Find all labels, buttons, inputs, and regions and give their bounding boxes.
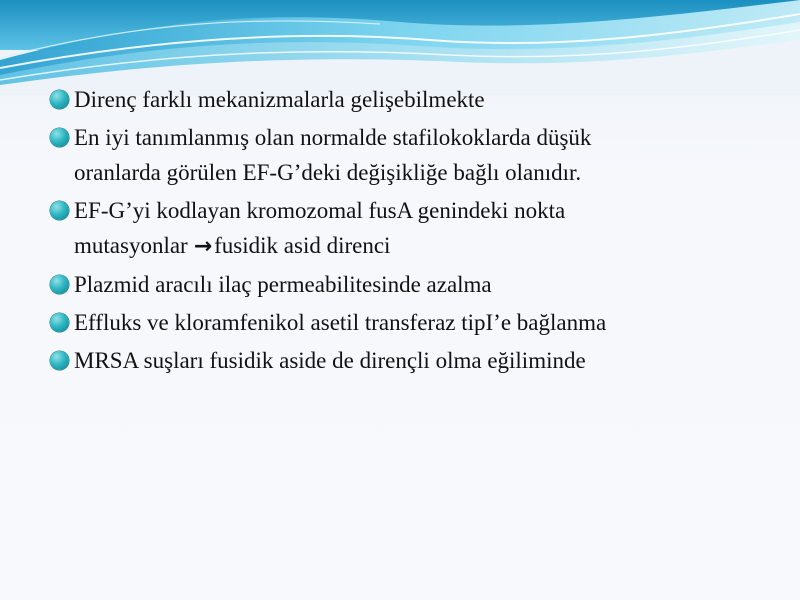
- bullet-list: [48, 82, 768, 381]
- bullet-text-continuation: oranlarda görülen EF-G’deki değişikliğe bağlı olanıdır.: [74, 160, 582, 185]
- bullet-item: [48, 193, 768, 264]
- bullet-icon: [50, 275, 69, 294]
- bullet-icon: [50, 201, 69, 220]
- wave-header-decoration: [0, 0, 800, 95]
- right-arrow-icon: →: [193, 234, 213, 259]
- bullet-icon: [50, 313, 69, 332]
- bullet-text: EF-G’yi kodlayan kromozomal fusA genindeki nokta: [74, 198, 566, 223]
- bullet-text: Plazmid aracılı ilaç permeabilitesinde azalma: [74, 272, 492, 297]
- bullet-icon: [50, 128, 69, 147]
- bullet-item: [48, 267, 768, 302]
- bullet-text: MRSA suşları fusidik aside de dirençli olma eğiliminde: [74, 348, 586, 373]
- bullet-item: [48, 82, 768, 117]
- bullet-text: Direnç farklı mekanizmalarla gelişebilmekte: [74, 87, 485, 112]
- bullet-text: Effluks ve kloramfenikol asetil transferaz tipI’e bağlanma: [74, 310, 607, 335]
- bullet-text: En iyi tanımlanmış olan normalde stafilokoklarda düşük: [74, 125, 592, 150]
- bullet-text-continuation: fusidik asid direnci: [214, 233, 391, 258]
- bullet-icon: [50, 351, 69, 370]
- bullet-icon: [50, 90, 69, 109]
- bullet-item: [48, 343, 768, 378]
- bullet-text-continuation: mutasyonlar: [74, 233, 188, 258]
- bullet-item: [48, 305, 768, 340]
- bullet-item: [48, 120, 768, 190]
